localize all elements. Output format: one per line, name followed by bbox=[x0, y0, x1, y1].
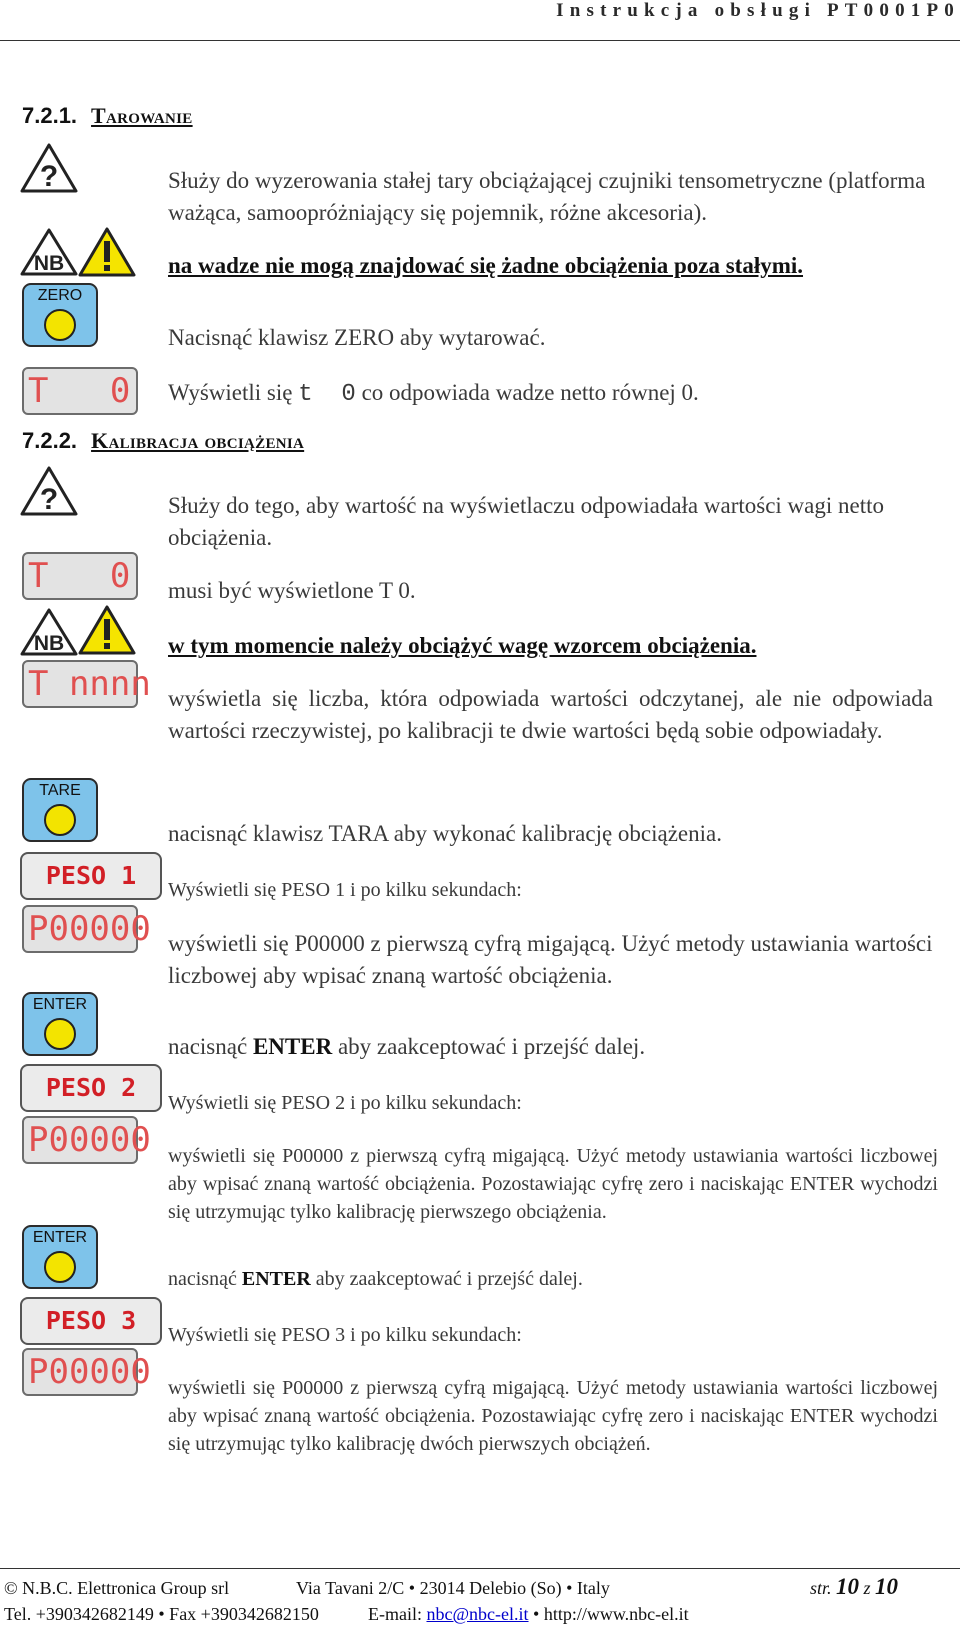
lcd-display-t0 bbox=[22, 367, 138, 415]
text-before: nacisnąć bbox=[168, 1034, 253, 1059]
section-heading-kalibracja bbox=[22, 428, 304, 454]
key-dot bbox=[44, 309, 76, 341]
section-heading-tarowanie bbox=[22, 103, 193, 129]
page-total: 10 bbox=[875, 1574, 899, 1599]
nb-text: NB bbox=[33, 252, 65, 275]
paragraph-must-show-t0: musi być wyświetlone T 0. bbox=[168, 578, 416, 603]
footer-address: Via Tavani 2/C • 23014 Delebio (So) • Italy bbox=[296, 1578, 610, 1598]
lcd-display-p00000 bbox=[22, 1348, 151, 1396]
lcd-display-tnnnn bbox=[22, 660, 151, 708]
lcd-display-p00000 bbox=[22, 1116, 151, 1164]
key-label: ZERO bbox=[37, 287, 83, 304]
paragraph-display-t0 bbox=[168, 377, 938, 411]
paragraph-press-enter-2 bbox=[168, 1265, 938, 1293]
tare-key-icon bbox=[22, 778, 98, 842]
lcd-text: T nnnn bbox=[28, 664, 151, 704]
svg-text:?: ? bbox=[39, 483, 59, 516]
question-icon bbox=[20, 142, 78, 194]
peso2-display: PESO 2 bbox=[20, 1064, 162, 1112]
warning-icon bbox=[78, 226, 136, 278]
paragraph-display-peso1: Wyświetli się PESO 1 i po kilku sekundach: bbox=[168, 879, 522, 901]
footer-page-number bbox=[810, 1574, 898, 1600]
text-before: Wyświetli się bbox=[168, 380, 299, 405]
lcd-display-t0 bbox=[22, 552, 138, 600]
paragraph-enter-value-1: wyświetli się P00000 z pierwszą cyfrą migającą. Użyć metody ustawiania wartości liczbowej aby wpisać znaną wartość obciążenia. bbox=[168, 931, 933, 988]
paragraph-press-tara: nacisnąć klawisz TARA aby wykonać kalibrację obciążenia. bbox=[168, 821, 722, 846]
lcd-text: T 0 bbox=[28, 371, 131, 411]
display-code: t 0 bbox=[298, 381, 356, 408]
email-label: E-mail: bbox=[368, 1604, 422, 1624]
paragraph-enter-value-3: wyświetli się P00000 z pierwszą cyfrą migającą. Użyć metody ustawiania wartości liczbowej aby wpisać znaną wartość obciążenia. Pozostawiając cyfrę zero i naciskając ENTER wychodzi się utrzymując tylko kalibrację dwóch pierwszych obciążeń. bbox=[168, 1377, 938, 1455]
paragraph-enter-value-2: wyświetli się P00000 z pierwszą cyfrą migającą. Użyć metody ustawiania wartości liczbowej aby wpisać znaną wartość obciążenia. Pozostawiając cyfrę zero i naciskając ENTER wychodzi się utrzymując tylko kalibrację pierwszego obciążenia. bbox=[168, 1145, 938, 1223]
zero-key-icon bbox=[22, 283, 98, 347]
text-before: nacisnąć bbox=[168, 1268, 242, 1290]
paragraph-display-peso2: Wyświetli się PESO 2 i po kilku sekundach: bbox=[168, 1092, 522, 1114]
document-title: Instrukcja obsługi PT0001P0 bbox=[556, 0, 960, 21]
svg-text:?: ? bbox=[39, 160, 59, 193]
page-sep: z bbox=[863, 1578, 871, 1598]
warning-icon bbox=[78, 604, 136, 656]
key-dot bbox=[44, 1251, 76, 1283]
section-number: 7.2.1. bbox=[22, 103, 78, 128]
web-address: • http://www.nbc-el.it bbox=[533, 1604, 689, 1624]
text-after: aby zaakceptować i przejść dalej. bbox=[332, 1034, 646, 1059]
warning-load-weight: w tym momencie należy obciążyć wagę wzorcem obciążenia. bbox=[168, 633, 757, 658]
key-label: ENTER bbox=[32, 996, 88, 1013]
nb-note-icon bbox=[20, 608, 78, 656]
page-current: 10 bbox=[836, 1574, 860, 1599]
lcd-text: T 0 bbox=[28, 556, 131, 596]
paragraph-display-peso3: Wyświetli się PESO 3 i po kilku sekundach: bbox=[168, 1324, 522, 1346]
enter-bold: ENTER bbox=[252, 1034, 333, 1059]
lcd-text: P00000 bbox=[28, 1120, 151, 1160]
lcd-display-p00000 bbox=[22, 905, 151, 953]
footer-divider bbox=[0, 1568, 960, 1569]
page-label: str. bbox=[810, 1578, 832, 1598]
key-dot bbox=[44, 804, 76, 836]
email-link[interactable]: nbc@nbc-el.it bbox=[426, 1604, 529, 1624]
footer-phone: Tel. +390342682149 • Fax +390342682150 bbox=[4, 1604, 319, 1624]
footer-company: © N.B.C. Elettronica Group srl bbox=[4, 1578, 230, 1598]
key-dot bbox=[44, 1018, 76, 1050]
warning-tarowanie: na wadze nie mogą znajdować się żadne obciążenia poza stałymi. bbox=[168, 253, 804, 278]
paragraph-press-enter-1 bbox=[168, 1031, 938, 1063]
enter-key-icon bbox=[22, 1225, 98, 1289]
paragraph-kalibracja-purpose: Służy do tego, aby wartość na wyświetlaczu odpowiadała wartości wagi netto obciążenia. bbox=[168, 493, 884, 550]
enter-bold: ENTER bbox=[241, 1268, 311, 1290]
text-after: co odpowiada wadze netto równej 0. bbox=[355, 380, 699, 405]
section-title: Tarowanie bbox=[91, 103, 193, 128]
peso1-display: PESO 1 bbox=[20, 852, 162, 900]
text-after: aby zaakceptować i przejść dalej. bbox=[310, 1268, 583, 1290]
section-title: Kalibracja obciążenia bbox=[91, 428, 305, 453]
nb-text: NB bbox=[33, 632, 65, 655]
enter-key-icon bbox=[22, 992, 98, 1056]
page-header bbox=[0, 0, 960, 41]
lcd-text: P00000 bbox=[28, 909, 151, 949]
peso3-display: PESO 3 bbox=[20, 1297, 162, 1345]
key-label: ENTER bbox=[32, 1229, 88, 1246]
section-number: 7.2.2. bbox=[22, 428, 78, 453]
lcd-text: P00000 bbox=[28, 1352, 151, 1392]
question-icon bbox=[20, 465, 78, 517]
nb-note-icon bbox=[20, 228, 78, 276]
paragraph-displayed-number: wyświetla się liczba, która odpowiada wartości odczytanej, ale nie odpowiada wartości rzeczywistej, po kalibracji te dwie wartości będą sobie odpowiadały. bbox=[168, 686, 933, 743]
key-label: TARE bbox=[39, 782, 81, 799]
paragraph-tarowanie-purpose: Służy do wyzerowania stałej tary obciążającej czujniki tensometryczne (platforma ważąca, samoopróżniający się pojemnik, różne akcesoria). bbox=[168, 168, 926, 225]
footer-contact bbox=[368, 1604, 689, 1625]
paragraph-press-zero: Nacisnąć klawisz ZERO aby wytarować. bbox=[168, 325, 546, 350]
